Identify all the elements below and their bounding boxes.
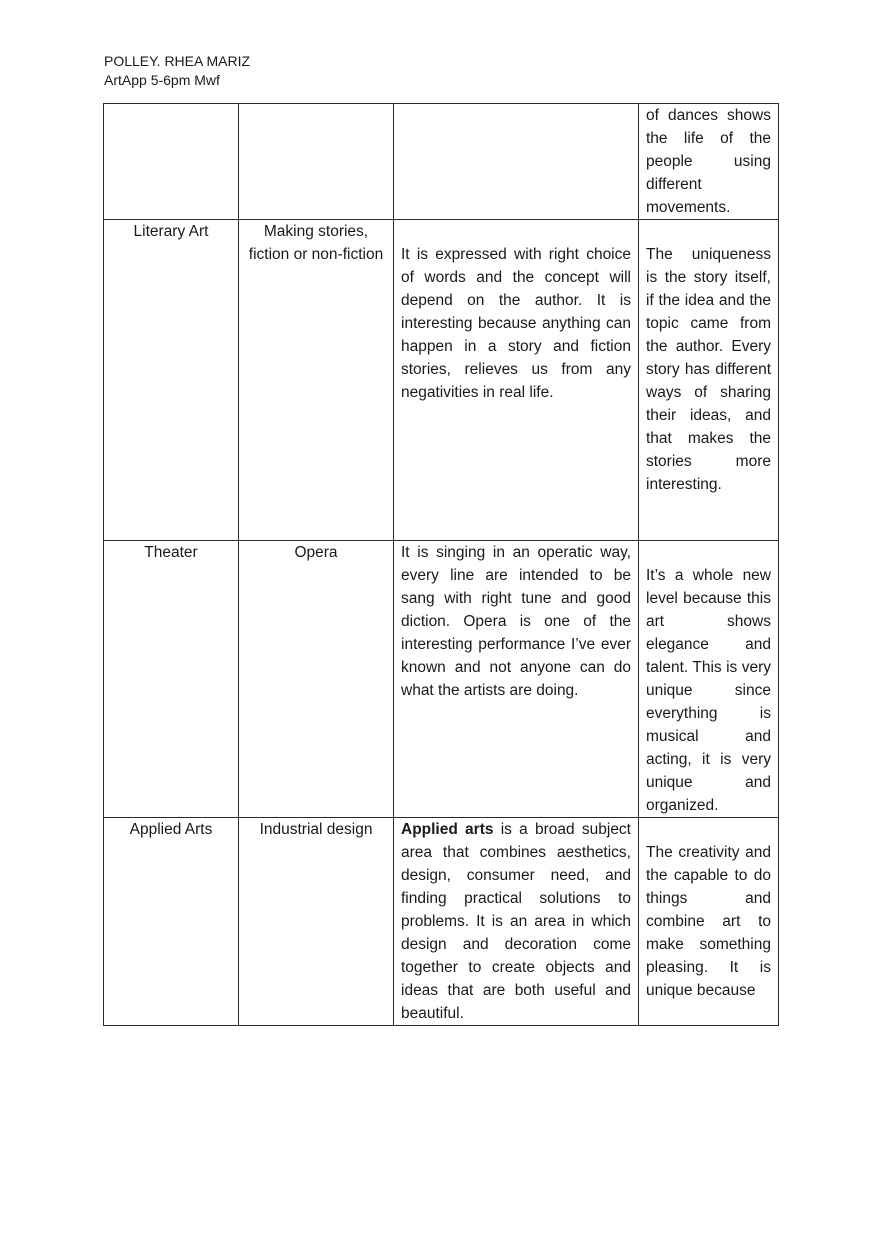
page-header: [104, 52, 250, 90]
description-cell: [394, 104, 639, 220]
art-form-cell: Theater: [104, 541, 239, 818]
student-name: POLLEY. RHEA MARIZ: [104, 53, 251, 69]
example-cell: Making stories, fiction or non-fiction: [239, 220, 394, 541]
description-text: It is expressed with right choice of words and the concept will depend on the author. It is interesting because anything can happen in a story and fiction stories, relieves us from any negativities in real life.: [401, 246, 631, 401]
description-cell: [394, 818, 639, 1026]
description-cell: It is singing in an operatic way, every line are intended to be sang with right tune and good diction. Opera is one of the interesting performance I’ve ever known and not anyone can do what the artists are doing.: [394, 541, 639, 818]
uniqueness-text: It’s a whole new level because this art shows elegance and talent. This is very unique since everything is musical and acting, it is very unique and organized.: [646, 567, 771, 814]
description-term: Applied arts: [401, 821, 494, 838]
table-row: [104, 104, 779, 220]
uniqueness-cell: of dances shows the life of the people using different movements.: [639, 104, 779, 220]
example-cell: Opera: [239, 541, 394, 818]
uniqueness-text: The creativity and the capable to do things and combine art to make something pleasing. It is unique because: [646, 844, 771, 999]
uniqueness-cell: [639, 220, 779, 541]
art-forms-table: [103, 103, 779, 1026]
description-text: is a broad subject area that combines aesthetics, design, consumer need, and finding practical solutions to problems. It is an area in which design and decoration come together to create objects and ideas that are both useful and beautiful.: [401, 821, 631, 1022]
art-form-cell: Applied Arts: [104, 818, 239, 1026]
table-row: [104, 220, 779, 541]
class-schedule: ArtApp 5-6pm Mwf: [104, 72, 220, 88]
uniqueness-cell: [639, 818, 779, 1026]
description-cell: [394, 220, 639, 541]
table-row: [104, 541, 779, 818]
uniqueness-text: The uniqueness is the story itself, if the idea and the topic came from the author. Every story has different ways of sharing their ideas, and that makes the stories more interesting.: [646, 246, 771, 493]
example-cell: [239, 104, 394, 220]
art-form-cell: Literary Art: [104, 220, 239, 541]
uniqueness-cell: [639, 541, 779, 818]
example-cell: Industrial design: [239, 818, 394, 1026]
art-form-cell: [104, 104, 239, 220]
table-row: [104, 818, 779, 1026]
